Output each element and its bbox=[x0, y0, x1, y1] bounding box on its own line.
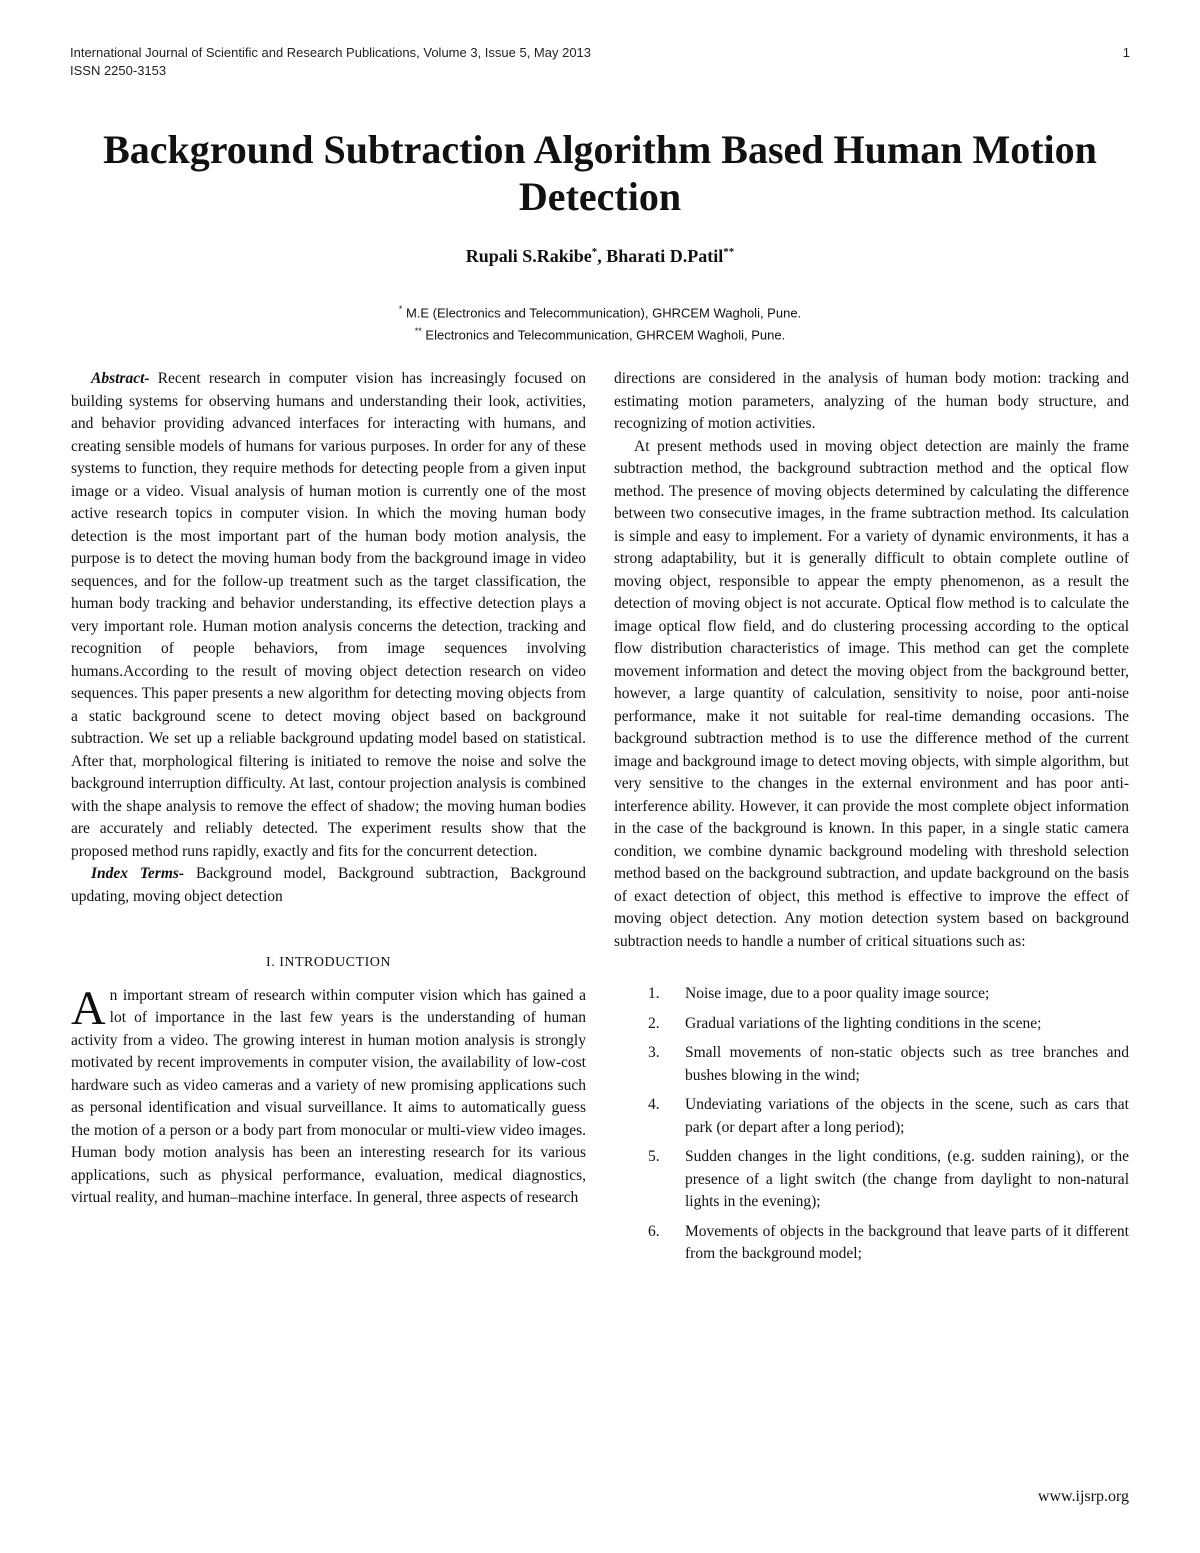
list-text: Small movements of non-static objects such as tree branches and bushes blowing in the wind; bbox=[685, 1044, 1129, 1084]
author-line bbox=[100, 246, 1100, 267]
list-text: Noise image, due to a poor quality image source; bbox=[685, 985, 990, 1002]
affiliation-text: Electronics and Telecommunication, GHRCEM Wagholi, Pune. bbox=[425, 327, 786, 343]
list-text: Sudden changes in the light conditions, (e.g. sudden raining), or the presence of a light switch (the change from daylight to non-natural lights in the evening); bbox=[685, 1148, 1129, 1210]
issn: ISSN 2250-3153 bbox=[70, 63, 167, 78]
affiliation-mark: * bbox=[398, 304, 403, 314]
list-number: 2. bbox=[648, 1014, 660, 1032]
intro-paragraph bbox=[71, 981, 586, 1210]
list-number: 1. bbox=[648, 985, 660, 1002]
index-terms-label: Index Terms- bbox=[91, 865, 185, 882]
author-mark: ** bbox=[723, 246, 735, 258]
affiliations bbox=[100, 300, 1100, 345]
abstract-text: Recent research in computer vision has increasingly focused on building systems for observing humans and understanding their look, activities, and behavior providing advanced interfaces for interacting with humans, and creating sensible models of humans for various purposes. In order for any of these systems to function, they require methods for detecting people from a given input image or a video. Visual analysis of human motion is currently one of the most active research topics in computer vision. In which the moving human body detection is the most important part of the human body motion analysis, the purpose is to detect the moving human body from the background image in video sequences, and for the follow-up treatment such as the target classification, the human body tracking and behavior understanding, its effective detection plays a very important role. Human motion analysis concerns the detection, tracking and recognition of people behaviors, from image sequences involving humans.According to the result of moving object detection research on video sequences. This paper presents a new algorithm for detecting moving objects from a static background scene to detect moving object based on background subtraction. We set up a reliable background updating model based on statistical. After that, morphological filtering is initiated to remove the noise and solve the background interruption difficulty. At last, contour projection analysis is combined with the shape analysis to remove the effect of shadow; the moving human bodies are accurately and reliably detected. The experiment results show that the proposed method runs rapidly, exactly and fits for the concurrent detection. bbox=[71, 370, 586, 860]
list-item bbox=[614, 1146, 1129, 1214]
author-name: Rupali S.Rakibe bbox=[465, 246, 592, 266]
index-terms-text: Background model, Background subtraction, Background updating, moving object detection bbox=[71, 865, 586, 905]
list-item bbox=[614, 1013, 1129, 1036]
affiliation-mark: ** bbox=[414, 326, 422, 337]
list-item bbox=[614, 983, 1129, 1006]
paper-title: Background Subtraction Algorithm Based Human Motion Detection bbox=[103, 127, 1097, 219]
page-number: 1 bbox=[1122, 45, 1130, 60]
list-number: 5. bbox=[648, 1148, 660, 1165]
intro-text: n important stream of research within computer vision which has gained a lot of importance in the last few years is the understanding of human activity from a video. The growing interest in human motion analysis is strongly motivated by recent improvements in computer vision, the availability of low-cost hardware such as video cameras and a variety of new promising applications such as personal identification and visual surveillance. It aims to automatically guess the motion of a person or a body part from monocular or multi-view video images. Human body motion analysis has been an interesting research for its various applications, such as physical performance, evaluation, medical diagnostics, virtual reality, and human–machine interface. In general, three aspects of research bbox=[71, 986, 586, 1206]
affiliation bbox=[100, 322, 1100, 344]
abstract bbox=[71, 368, 586, 863]
drop-cap: A bbox=[71, 981, 106, 1035]
list-number: 3. bbox=[648, 1044, 660, 1061]
footer-url[interactable]: www.ijsrp.org bbox=[1037, 1488, 1129, 1505]
list-item bbox=[614, 1094, 1129, 1139]
right-column bbox=[614, 368, 1129, 1273]
affiliation bbox=[100, 300, 1100, 322]
list-number: 6. bbox=[648, 1222, 660, 1240]
journal-citation: International Journal of Scientific and Research Publications, Volume 3, Issue 5, May 2013 bbox=[70, 45, 592, 60]
methods-paragraph: At present methods used in moving object detection are mainly the frame subtraction method, the background subtraction method and the optical flow method. The presence of moving objects determined by calculating the difference between two consecutive images, in the frame subtraction method. Its calculation is simple and easy to implement. For a variety of dynamic environments, it has a strong adaptability, but it is generally difficult to obtain complete outline of moving object, responsible to appear the empty phenomenon, as a result the detection of moving object is not accurate. Optical flow method is to calculate the image optical flow field, and do clustering processing according to the optical flow distribution characteristics of image. This method can get the complete movement information and detect the moving object from the background better, however, a large quantity of calculation, sensitivity to noise, poor anti-noise performance, make it not suitable for real-time demanding occasions. The background subtraction method is to use the difference method of the current image and background image to detect moving objects, with simple algorithm, but very sensitive to the changes in the external environment and has poor anti- interference ability. However, it can provide the most complete object information in the case of the background is known. In this paper, in a single static camera condition, we combine dynamic background modeling with threshold selection method based on the background subtraction, and update background on the basis of exact detection of object, this method is effective to improve the effect of moving object detection. Any motion detection system based on background subtraction needs to handle a number of critical situations such as: bbox=[614, 437, 1129, 950]
list-text: Undeviating variations of the objects in the scene, such as cars that park (or depart after a long period); bbox=[685, 1096, 1129, 1136]
abstract-label: Abstract- bbox=[91, 370, 150, 387]
list-number: 4. bbox=[648, 1096, 660, 1113]
list-item bbox=[614, 1221, 1129, 1266]
list-text: Gradual variations of the lighting conditions in the scene; bbox=[685, 1014, 1042, 1032]
list-item bbox=[614, 1042, 1129, 1087]
author-mark: * bbox=[591, 246, 598, 258]
critical-situations-list bbox=[614, 983, 1129, 1266]
index-terms bbox=[71, 863, 586, 908]
section-heading: I. INTRODUCTION bbox=[266, 955, 391, 970]
left-column bbox=[71, 368, 586, 1210]
author-separator: , bbox=[597, 246, 607, 266]
running-header bbox=[70, 44, 1130, 80]
author-name: Bharati D.Patil bbox=[606, 246, 724, 266]
intro-continuation: directions are considered in the analysis of human body motion: tracking and estimating motion parameters, analyzing of the human body structure, and recognizing of motion activities. bbox=[614, 370, 1129, 432]
list-text: Movements of objects in the background that leave parts of it different from the background model; bbox=[685, 1222, 1129, 1262]
affiliation-text: M.E (Electronics and Telecommunication), GHRCEM Wagholi, Pune. bbox=[405, 305, 802, 321]
